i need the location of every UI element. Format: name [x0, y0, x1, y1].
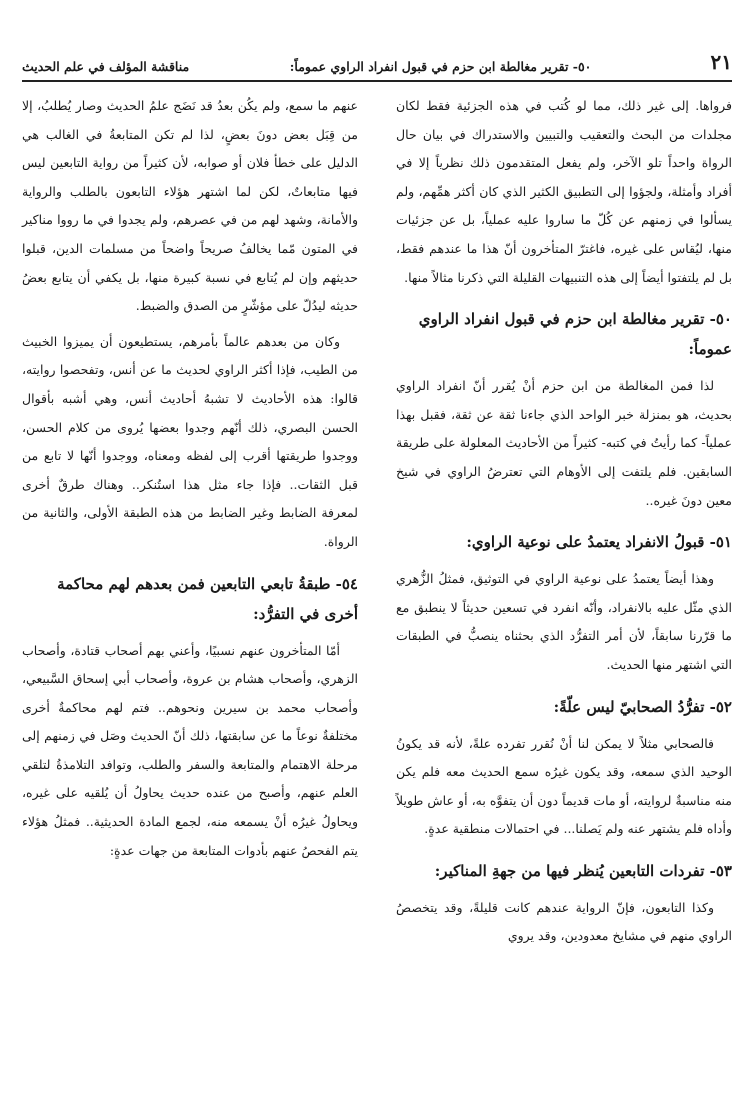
- paragraph: فالصحابي مثلاً لا يمكن لنا أنْ نُقرر تفرده علةً، لأنه قد يكونُ الوحيد الذي سمعه، وقد يكون غيرُه سمع الحديث معه فلم يكن منه مناسبةٌ لروايته، أو مات قديماً دون أن يتفوَّه به، أو عاش طويلاً وأداه فلم يشتهر عنه ولم يَصلنا... في احتمالات منطقية عدةٍ.: [396, 735, 732, 837]
- running-book-title: مناقشة المؤلف في علم الحديث: [22, 59, 190, 74]
- section-heading-54: ٥٤- طبقةُ تابعي التابعين فمن بعدهم لهم محاكمة أخرى في التفرُّد:: [57, 574, 358, 623]
- paragraph: لذا فمن المغالطة من ابن حزم أنْ يُقرر أنّ انفراد الراوي بحديث، هو بمنزلة خبر الواحد الذي جاءنا ثقة عن ثقة، فقبل بهذا عملياً- كما رأيتُ في كتبه- كثيراً من الأحاديث المعلولة على طريقة السابقين. فلم يلتفت إلى الأوهام التي تعترضُ الراوي في شيخ معين دونَ غيره..: [396, 378, 732, 508]
- paragraph: عنهم ما سمع، ولم يكُن بعدُ قد نَضَج علمُ الحديث وصار يُطلبُ، إلا من قِبَل بعض دونَ بعضٍ، لذا لم تكن المتابعةُ في الغالب هي الدليل على خطأ فلان أو صوابه، لأن كثيراً من رواية التابعين ليس فيها متابعاتٌ، لكن لما اشتهر هؤلاء التابعون بالطلب والرواية والأمانة، وشهد لهم من في عصرهم، ولم يجدوا في ما رووا مناكير في المتون مّما يخالفُ صريحاً واضحاً من مسلمات الدين، قبلوا حديثهم وإن لم يُتابع في نسبة كبيرة منها، بل يكفي أن يتابع بعضُ حديثه ليدُلّ على مؤشّرٍ من الصدق والضبط.: [22, 98, 358, 314]
- running-header: [22, 40, 732, 78]
- section-heading-53: ٥٣- تفردات التابعين يُنظر فيها من جهةِ المناكير:: [434, 861, 732, 880]
- section-heading-52: ٥٢- تفرُّدُ الصحابيّ ليس علّةً:: [553, 697, 732, 716]
- paragraph: أمّا المتأخرون عنهم نسبيًا، وأعني بهم أصحاب قتادة، وأصحاب الزهري، وأصحاب هشام بن عروة، وأصحاب أبي إسحاق السَّبيعي، وأصحاب محمد بن سيرين ونحوهم.. فتم لهم محاكمةٌ أخرى مختلفةٌ نوعاً ما عن سابقتها، ذلك أنّ الحديث وصَل في زمنهم إلى مرحلة الاهتمام والمتابعة والسفر والطلب، وتوافد التلامذةُ لتلقي العلم عنهم، وأصبح من عنده حديث يحاولُ أن يُلقيه على غيره، ويحاولُ غيرُه أنْ يسمعه منه، لجمع المادة الحديثية.. فمثلُ هؤلاء يتم الفحصُ عنهم بأدوات المتابعة من جهات عدةٍ:: [22, 642, 358, 858]
- right-column: [396, 92, 732, 958]
- section-heading-50: ٥٠- تقرير مغالطة ابن حزم في قبول انفراد الراوي عموماً:: [418, 310, 732, 359]
- page-number: ٢١: [710, 50, 732, 74]
- header-rule: [22, 80, 732, 82]
- left-column: [22, 92, 358, 872]
- running-section-title: ٥٠- تقرير مغالطة ابن حزم في قبول انفراد الراوي عموماً:: [289, 59, 592, 74]
- section-heading-51: ٥١- قبولُ الانفراد يعتمدُ على نوعية الراوي:: [466, 533, 732, 552]
- paragraph: وكذا التابعون، فإنّ الرواية عندهم كانت قليلةً، وقد يتخصصُ الراوي منهم في مشايخ معدودين، وقد يروي: [396, 899, 732, 944]
- paragraph: وكان من بعدهم عالماً بأمرهم، يستطيعون أن يميزوا الخبيث من الطيب، فإذا أكثر الراوي لحديث ما عن أنس، وتفحصوا روايته، قالوا: هذه الأحاديث لا تشبهُ أحاديث أنس، وهي أشبه بأقوال الحسن البصري، ذلك أنّهم وجدوا بعضها يُروى من كلام الحسن، ووجدوا طريقتها أقرب إلى لفظه ومعناه، ووجدوا أنّها لا تابع من قبل الثقات.. فإذا جاء مثل هذا استُنكر.. وهناك طرقٌ أخرى لمعرفة الضابط وغير الضابط من هذه الطبقة الأولى، والثانية من الرواة.: [22, 333, 358, 549]
- paragraph: فرواها. إلى غير ذلك، مما لو كُتب في هذه الجزئية فقط لكان مجلدات من البحث والتعقيب والتبيين والاستدراك في بيان حال الرواة واحداً تلو الآخر، ولم يفعل المتقدمون ذلك نظرياً إلا في أفراد وأمثلة، ولجؤوا إلى التطبيق الكثير الذي كان أكثر همِّهم، ولم يسألوا في زمنهم عن كُلّ ما ساروا عليه عملياً، بل عن جزئيات منها، ليُقاس على غيره، فاغترّ المتأخرون أنّ هذا ما عندهم فقط، بل لم يلتفتوا أيضاً إلى هذه التنبيهات القليلة التي ذكرنا مثالاً منها.: [396, 98, 732, 285]
- paragraph: وهذا أيضاً يعتمدُ على نوعية الراوي في التوثيق، فمثلُ الزُّهري الذي مثّل عليه بالانفراد، وأنّه انفرد في تسعين حديثاً لا ينطبق مع ما قرّرنا سابقاً، لأن أمر التفرُّد الذي بحثناه ينصبُّ في الطبقات التي اشتهر منها الحديث.: [396, 571, 732, 672]
